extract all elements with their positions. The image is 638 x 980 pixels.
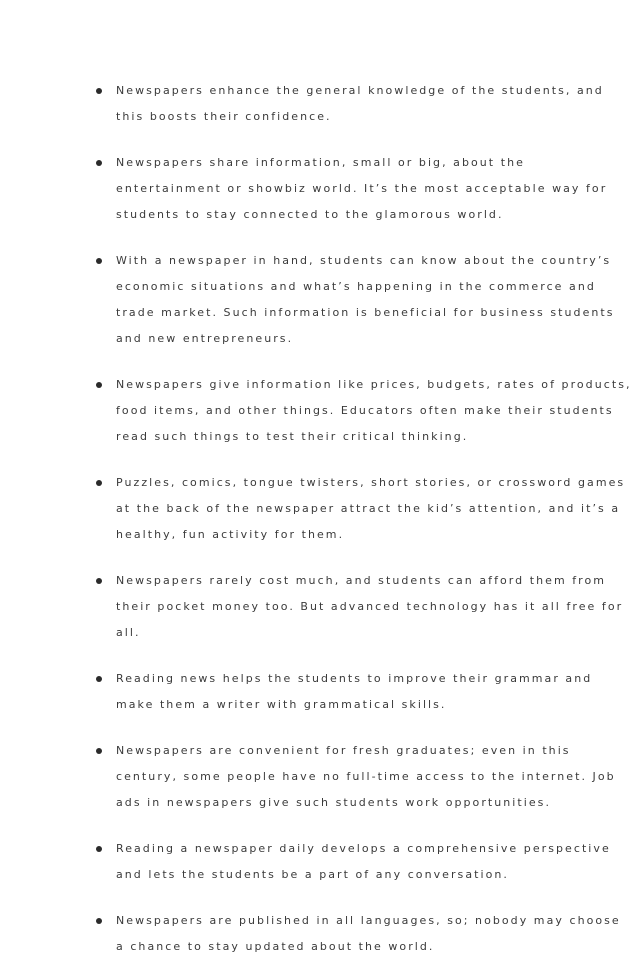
bullet-text-line: Newspapers give information like prices, budgets, rates of products, bbox=[116, 378, 632, 391]
bullet-icon bbox=[96, 846, 102, 852]
bullet-text-line: Reading news helps the students to improve their grammar and bbox=[116, 672, 593, 685]
bullet-list bbox=[96, 78, 632, 980]
bullet-text-line: food items, and other things. Educators often make their students bbox=[116, 404, 614, 417]
bullet-text-line: and lets the students be a part of any conversation. bbox=[116, 868, 509, 881]
bullet-text-line: all. bbox=[116, 626, 141, 639]
bullet-text-line: students to stay connected to the glamorous world. bbox=[116, 208, 504, 221]
bullet-icon bbox=[96, 748, 102, 754]
bullet-text-line: entertainment or showbiz world. It’s the most acceptable way for bbox=[116, 182, 608, 195]
bullet-icon bbox=[96, 676, 102, 682]
bullet-text-line: Newspapers rarely cost much, and students can afford them from bbox=[116, 574, 607, 587]
bullet-text-line: Newspapers share information, small or big, about the bbox=[116, 156, 525, 169]
bullet-icon bbox=[96, 480, 102, 486]
list-item bbox=[96, 248, 615, 352]
bullet-icon bbox=[96, 88, 102, 94]
bullet-icon bbox=[96, 382, 102, 388]
bullet-text-line: this boosts their confidence. bbox=[116, 110, 332, 123]
bullet-icon bbox=[96, 918, 102, 924]
bullet-text-line: at the back of the newspaper attract the kid’s attention, and it’s a bbox=[116, 502, 621, 515]
bullet-icon bbox=[96, 578, 102, 584]
bullet-text-line: economic situations and what’s happening in the commerce and bbox=[116, 280, 596, 293]
bullet-text-line: Newspapers are published in all languages, so; nobody may choose bbox=[116, 914, 621, 927]
bullet-text-line: healthy, fun activity for them. bbox=[116, 528, 345, 541]
bullet-text-line: century, some people have no full-time access to the internet. Job bbox=[116, 770, 616, 783]
bullet-text-line: a chance to stay updated about the world. bbox=[116, 940, 435, 953]
list-item bbox=[96, 568, 624, 646]
list-item bbox=[96, 666, 593, 718]
bullet-text-line: read such things to test their critical thinking. bbox=[116, 430, 469, 443]
bullet-text-line: Newspapers are convenient for fresh graduates; even in this bbox=[116, 744, 571, 757]
list-item bbox=[96, 738, 616, 816]
bullet-text-line: their pocket money too. But advanced technology has it all free for bbox=[116, 600, 624, 613]
bullet-text-line: Reading a newspaper daily develops a comprehensive perspective bbox=[116, 842, 611, 855]
list-item bbox=[96, 78, 604, 130]
bullet-icon bbox=[96, 258, 102, 264]
list-item bbox=[96, 836, 611, 888]
bullet-text-line: make them a writer with grammatical skills. bbox=[116, 698, 447, 711]
bullet-text-line: With a newspaper in hand, students can know about the country’s bbox=[116, 254, 612, 267]
list-item bbox=[96, 150, 608, 228]
bullet-text-line: Puzzles, comics, tongue twisters, short stories, or crossword games bbox=[116, 476, 626, 489]
bullet-text-line: ads in newspapers give such students work opportunities. bbox=[116, 796, 552, 809]
list-item bbox=[96, 372, 632, 450]
bullet-text-line: Newspapers enhance the general knowledge of the students, and bbox=[116, 84, 604, 97]
bullet-text-line: and new entrepreneurs. bbox=[116, 332, 294, 345]
list-item bbox=[96, 908, 621, 960]
bullet-text-line: trade market. Such information is beneficial for business students bbox=[116, 306, 615, 319]
bullet-icon bbox=[96, 160, 102, 166]
list-item bbox=[96, 470, 626, 548]
